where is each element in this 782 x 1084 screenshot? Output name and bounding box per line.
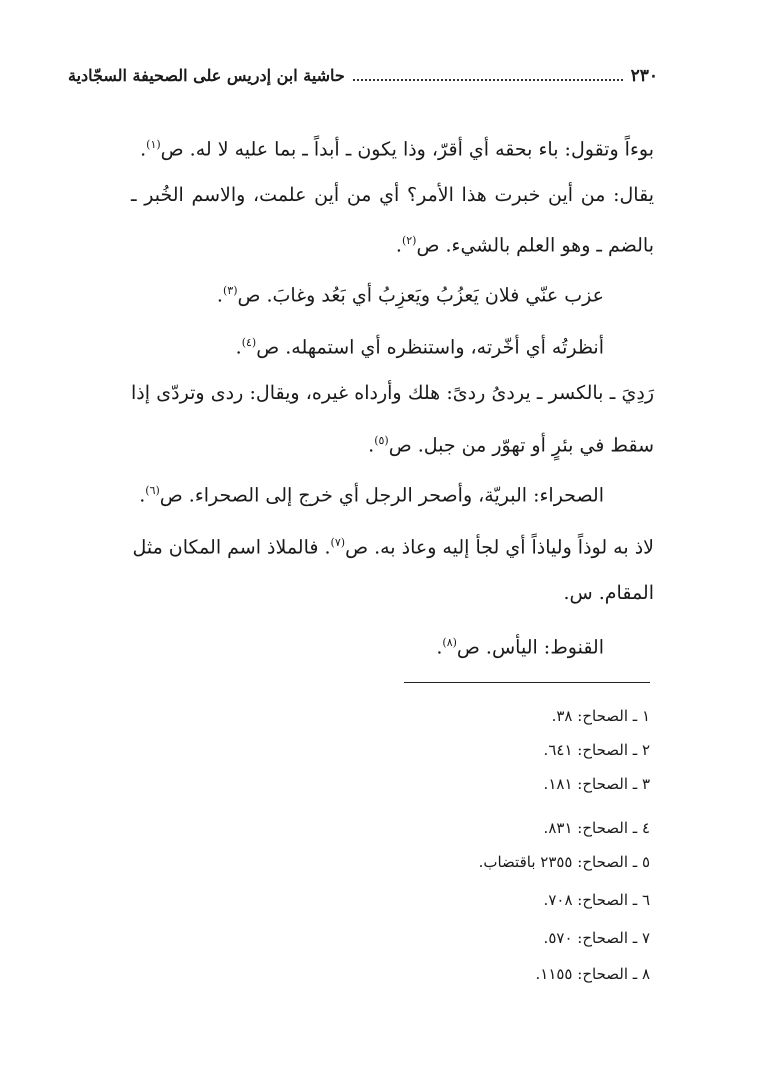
- header-dot-leader: [353, 67, 623, 81]
- footnote-3: ٣ ـ الصحاح: ١٨١.: [543, 775, 650, 793]
- entry-text: القنوط: اليأس. ص: [456, 636, 604, 659]
- entry-end: .: [216, 284, 223, 307]
- entry-text: المقام. س.: [563, 582, 654, 604]
- entry-line-10: [563, 578, 654, 608]
- entry-end: .: [395, 234, 402, 257]
- running-title: حاشية ابن إدريس على الصحيفة السجّادية: [68, 66, 345, 85]
- entry-line-11: [436, 628, 604, 662]
- footnote-separator: [404, 682, 650, 683]
- entry-line-3: [396, 226, 654, 260]
- footnote-8: ٨ ـ الصحاح: ١١٥٥.: [535, 965, 650, 983]
- entry-end: . فالملاذ اسم المكان مثل: [132, 536, 331, 559]
- entry-line-4: [217, 276, 604, 310]
- entry-line-8: [139, 476, 604, 510]
- entry-text: لاذ به لوذاً ولياذاً أي لجأ إليه وعاذ به. ص: [345, 536, 654, 559]
- entry-end: .: [368, 434, 375, 457]
- entry-text: بالضم ـ وهو العلم بالشيء. ص: [416, 234, 654, 257]
- entry-end: .: [235, 336, 242, 359]
- entry-text: رَدِيَ ـ بالكسر ـ يردىُ ردىً: هلك وأرداه غيره، ويقال: ردى وتردّى إذا: [131, 382, 654, 404]
- footnote-2: ٢ ـ الصحاح: ٦٤١.: [543, 741, 650, 759]
- entry-text: بوءاً وتقول: باء بحقه أي أقرّ، وذا يكون ـ أبداً ـ بما عليه لا له. ص: [160, 138, 654, 161]
- footnote-4: ٤ ـ الصحاح: ٨٣١.: [543, 819, 650, 837]
- entry-end: .: [140, 138, 147, 161]
- entry-line-7: [368, 426, 654, 460]
- page-header: [68, 66, 658, 92]
- entry-text: أنظرتُه أي أخّرته، واستنظره أي استمهله. ص: [256, 336, 604, 359]
- entry-line-2: [131, 180, 654, 210]
- entry-line-1: [140, 130, 654, 164]
- entry-end: .: [436, 636, 443, 659]
- entry-line-5: [236, 328, 604, 362]
- entry-end: .: [139, 484, 146, 507]
- footnote-ref: (٢): [401, 234, 417, 247]
- entry-line-9: [131, 528, 654, 562]
- footnote-ref: (٣): [222, 284, 238, 297]
- footnote-7: ٧ ـ الصحاح: ٥٧٠.: [543, 929, 650, 947]
- footnote-6: ٦ ـ الصحاح: ٧٠٨.: [543, 891, 650, 909]
- footnote-ref: (٦): [145, 484, 160, 497]
- footnote-ref: (٤): [241, 336, 257, 349]
- footnote-ref: (٧): [330, 536, 346, 549]
- footnote-ref: (١): [146, 138, 161, 151]
- footnote-ref: (٨): [442, 636, 457, 649]
- entry-text: الصحراء: البريّة، وأصحر الرجل أي خرج إلى الصحراء. ص: [159, 484, 604, 507]
- footnote-1: ١ ـ الصحاح: ٣٨.: [551, 707, 650, 725]
- footnote-5: ٥ ـ الصحاح: ٢٣٥٥ باقتضاب.: [478, 853, 650, 871]
- footnote-ref: (٥): [374, 434, 389, 447]
- entry-line-6: [131, 378, 654, 408]
- entry-text: يقال: من أين خبرت هذا الأمر؟ أي من أين علمت، والاسم الخُبر ـ: [131, 184, 654, 206]
- page-number: ٢٣٠: [630, 66, 658, 86]
- entry-text: سقط في بئرٍ أو تهوّر من جبل. ص: [388, 434, 654, 457]
- entry-text: عزب عنّي فلان يَعزُبُ ويَعزِبُ أي بَعُد وغابَ. ص: [237, 284, 604, 307]
